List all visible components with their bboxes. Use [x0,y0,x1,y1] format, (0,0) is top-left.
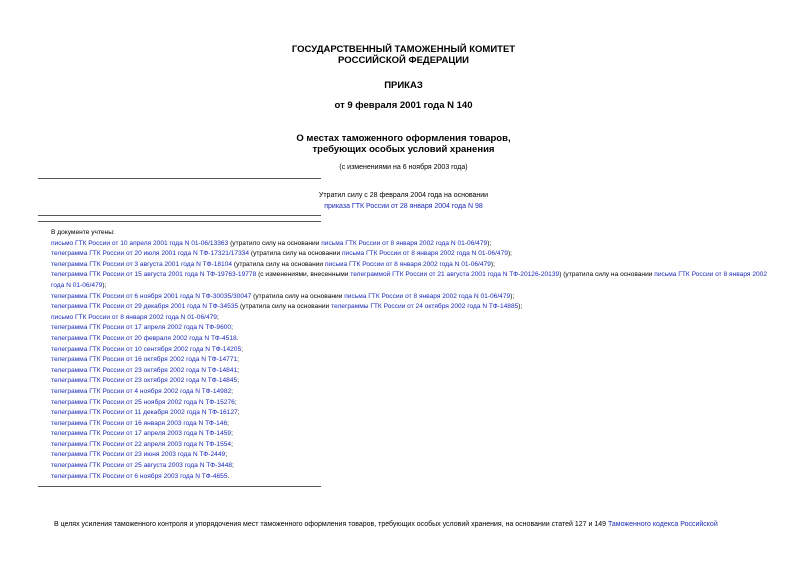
amendment-link[interactable]: телеграмма ГТК России от 23 октября 2002 года N ТФ-14845 [51,377,238,385]
amendment-link[interactable]: телеграмма ГТК России от 16 января 2003 года N ТФ-146 [51,419,228,427]
amendment-text: ; [231,430,233,438]
body-text: В целях усиления таможенного контроля и упорядочения мест таможенного оформления товаров, требующих особых условий хранения, на основании статей 127 и 149 [54,521,608,528]
amendment-text: (с изменениями, внесенными [256,271,351,279]
amendment-text: ); [102,281,107,289]
amendment-link[interactable]: телеграмма ГТК России от 20 февраля 2002 года N ТФ-4518 [51,334,237,342]
amendment-link[interactable]: телеграмма ГТК России от 10 сентября 2002 года N ТФ-14205 [51,345,242,353]
amendments-heading: В документе учтены: [51,229,115,236]
amendment-item [40,345,780,356]
amendment-link[interactable]: телеграмма ГТК России от 29 декабря 2001 года N ТФ-34535 [51,303,239,311]
amendment-link[interactable]: телеграмма ГТК России от 20 июля 2001 года N ТФ-17321/17334 [51,250,250,258]
amendment-link[interactable]: телеграмма ГТК России от 11 декабря 2002 года N ТФ-16127 [51,409,238,417]
amendment-item [40,472,780,483]
amendment-note: (с изменениями на 6 ноября 2003 года) [339,164,468,171]
amendment-item [40,302,780,313]
amendment-link[interactable]: телеграммой ГТК России от 21 августа 2001 года N ТФ-20126-20139 [350,271,560,279]
amendments-list [40,228,780,482]
amendment-text: ; [231,324,233,332]
doc-title [0,133,807,155]
amendment-item [40,260,780,271]
amendment-text: ; [237,409,240,417]
amendment-link[interactable]: телеграмма ГТК России от 4 ноября 2002 года N ТФ-14982 [51,387,232,395]
amendment-item [40,398,780,409]
amendment-text: ); [507,250,512,258]
divider-4 [38,486,321,487]
amendment-text: ; [237,377,240,385]
amendment-text: ; [241,345,243,353]
amendment-link[interactable]: письмо ГТК России от 10 апреля 2001 года N 01-06/13363 [51,239,229,247]
amendment-item [40,429,780,440]
amendment-item [40,440,780,451]
amendment-link[interactable]: письмо ГТК России от 8 января 2002 года N 01-06/479 [51,313,217,321]
doc-type: ПРИКАЗ [384,80,423,91]
amendment-link[interactable]: телеграмма ГТК России от 6 ноября 2001 года N ТФ-30035/30047 [51,292,252,300]
amendment-link[interactable]: телеграмма ГТК России от 25 августа 2003 года N ТФ-3448 [51,462,233,470]
amendment-item [40,292,780,303]
amendment-link[interactable]: письма ГТК России от 8 января 2002 года N 01-06/479 [344,292,511,300]
amendment-item [40,249,780,260]
amendment-text: (утратила силу на основании [232,260,325,268]
amendment-link[interactable]: письма ГТК России от 8 января 2002 года N 01-06/479 [324,260,491,268]
amendment-text: ; [225,451,228,459]
amendment-item [40,239,780,250]
amendment-link[interactable]: телеграмма ГТК России от 16 октября 2002 года N ТФ-14771 [51,356,238,364]
amendment-text: (утратила силу на основании [251,292,345,300]
amendment-link[interactable]: телеграмма ГТК России от 25 ноября 2002 года N ТФ-15276 [51,398,235,406]
amendment-text: . [227,472,230,480]
amendment-text: ); [518,303,523,311]
divider-2 [38,215,321,216]
expired-link[interactable]: приказа ГТК России от 28 января 2004 года N 98 [324,203,483,210]
divider-1 [38,178,321,179]
committee-line-2: РОССИЙСКОЙ ФЕДЕРАЦИИ [337,55,469,66]
amendment-text: ; [216,313,219,321]
amendment-link[interactable]: телеграммы ГТК России от 24 октября 2002 года N ТФ-14885 [331,303,519,311]
expired-text: Утратил силу с 28 февраля 2004 года на основании [318,192,489,199]
amendment-text: ; [237,356,240,364]
amendment-item [40,387,780,398]
amendment-text: ); [490,260,495,268]
amendment-link[interactable]: телеграмма ГТК России от 15 августа 2001 года N ТФ-19763-19778 [51,271,257,279]
amendment-item [40,355,780,366]
amendment-item [40,313,780,324]
amendment-item [40,461,780,472]
amendment-text: ); [510,292,515,300]
amendment-item [40,323,780,334]
amendment-text: ) (утратила силу на основании [559,271,655,279]
amendment-text: ; [231,387,233,395]
amendment-item [40,408,780,419]
customs-code-link[interactable]: Таможенного кодекса Российской [607,521,718,528]
amendment-link[interactable]: телеграмма ГТК России от 17 апреля 2003 года N ТФ-1459 [51,430,232,438]
amendment-link[interactable]: телеграмма ГТК России от 3 августа 2001 года N ТФ-18104 [51,260,233,268]
amendment-text: (утратила силу на основании [238,303,332,311]
amendment-text: ; [234,398,237,406]
amendment-text: (утратило силу на основании [228,239,322,247]
amendment-link[interactable]: письма ГТК России от 8 января 2002 года N 01-06/479 [51,271,767,289]
amendment-link[interactable]: телеграмма ГТК России от 22 апреля 2003 года N ТФ-1554 [51,440,232,448]
doc-title-line-2: требующих особых условий хранения [312,144,495,155]
amendment-link[interactable]: телеграмма ГТК России от 6 ноября 2003 года N ТФ-4655 [51,472,228,480]
amendment-item [40,366,780,377]
doc-date: от 9 февраля 2001 года N 140 [334,100,473,111]
doc-title-line-1: О местах таможенного оформления товаров, [296,133,511,144]
amendment-text: ); [487,239,492,247]
amendment-item [40,334,780,345]
divider-3 [38,221,321,222]
amendment-text: ; [232,462,234,470]
amendment-item [40,270,780,291]
committee-line-1: ГОСУДАРСТВЕННЫЙ ТАМОЖЕННЫЙ КОМИТЕТ [291,44,516,55]
amendment-link[interactable]: телеграмма ГТК России от 17 апреля 2002 года N ТФ-9600 [51,324,232,332]
amendment-link[interactable]: письма ГТК России от 8 января 2002 года N 01-06/479 [341,250,508,258]
amendment-item [40,419,780,430]
body-paragraph [44,520,769,529]
amendment-item [40,376,780,387]
amendment-link[interactable]: телеграмма ГТК России от 23 октября 2002 года N ТФ-14841 [51,366,238,374]
committee-name [0,44,807,66]
amendment-item [40,450,780,461]
amendment-link[interactable]: письма ГТК России от 8 января 2002 года N 01-06/479 [321,239,488,247]
amendment-link[interactable]: телеграмма ГТК России от 23 июня 2003 года N ТФ-2449 [51,451,226,459]
amendment-text: ; [227,419,229,427]
amendment-text: ; [237,366,240,374]
amendment-text: . [236,334,239,342]
amendment-text: ; [231,440,233,448]
amendment-text: (утратила силу на основании [249,250,342,258]
